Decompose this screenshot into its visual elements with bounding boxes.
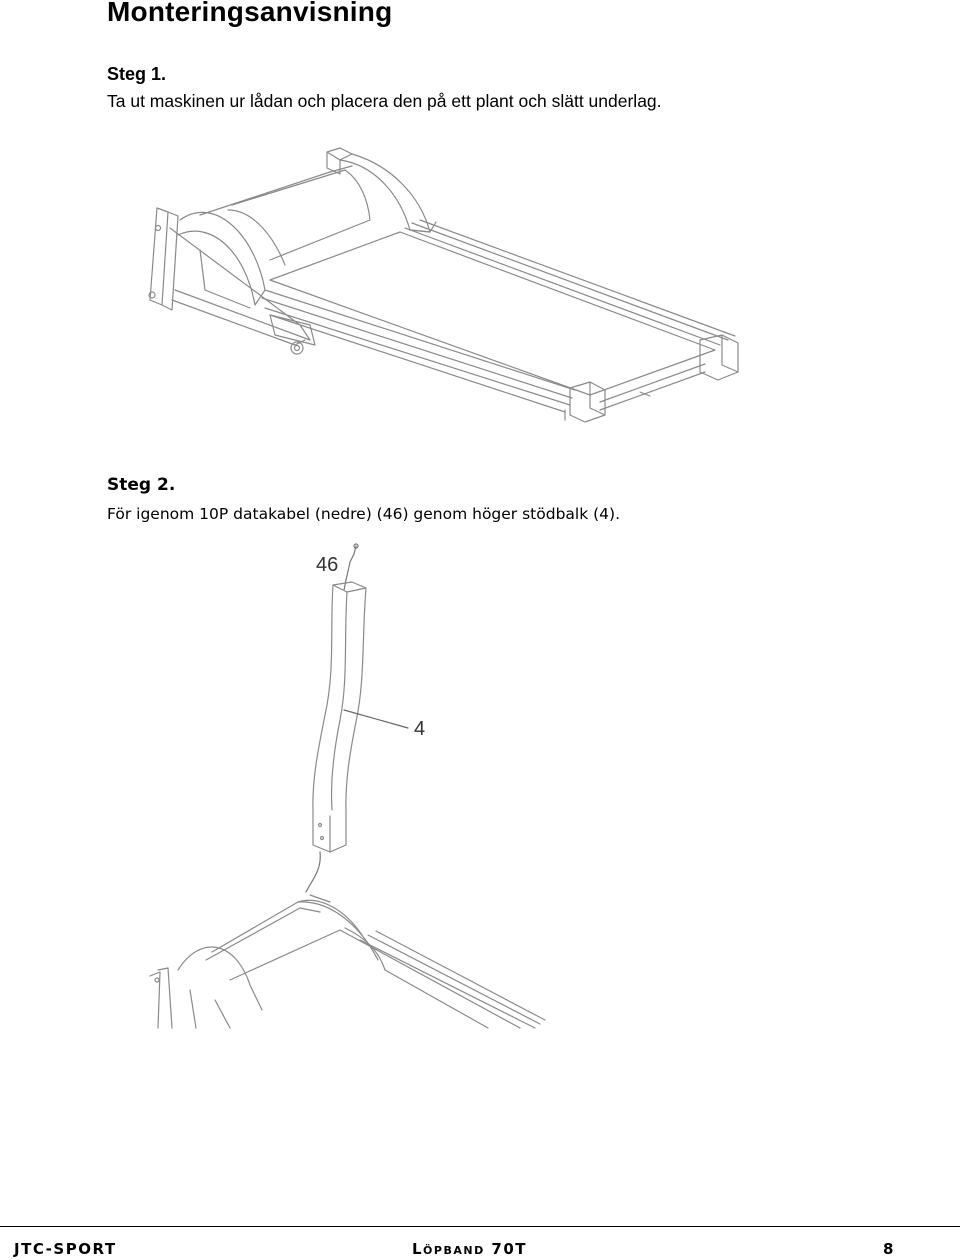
step-1-heading: Steg 1. [107,64,167,84]
page-title: Monteringsanvisning [107,0,393,27]
treadmill-illustration [0,140,960,440]
footer-model: Löpband 70T [412,1240,528,1258]
support-beam-illustration [0,540,960,1030]
footer-divider [0,1226,960,1227]
footer-brand: JTC-SPORT [14,1240,117,1258]
step-2-text: För igenom 10P datakabel (nedre) (46) genom höger stödbalk (4). [107,505,621,523]
callout-46: 46 [316,554,339,576]
step-2-heading: Steg 2. [107,475,176,495]
footer-page-number: 8 [883,1240,895,1258]
step-1-text: Ta ut maskinen ur lådan och placera den på ett plant och slätt underlag. [107,91,662,111]
callout-4: 4 [414,718,426,740]
